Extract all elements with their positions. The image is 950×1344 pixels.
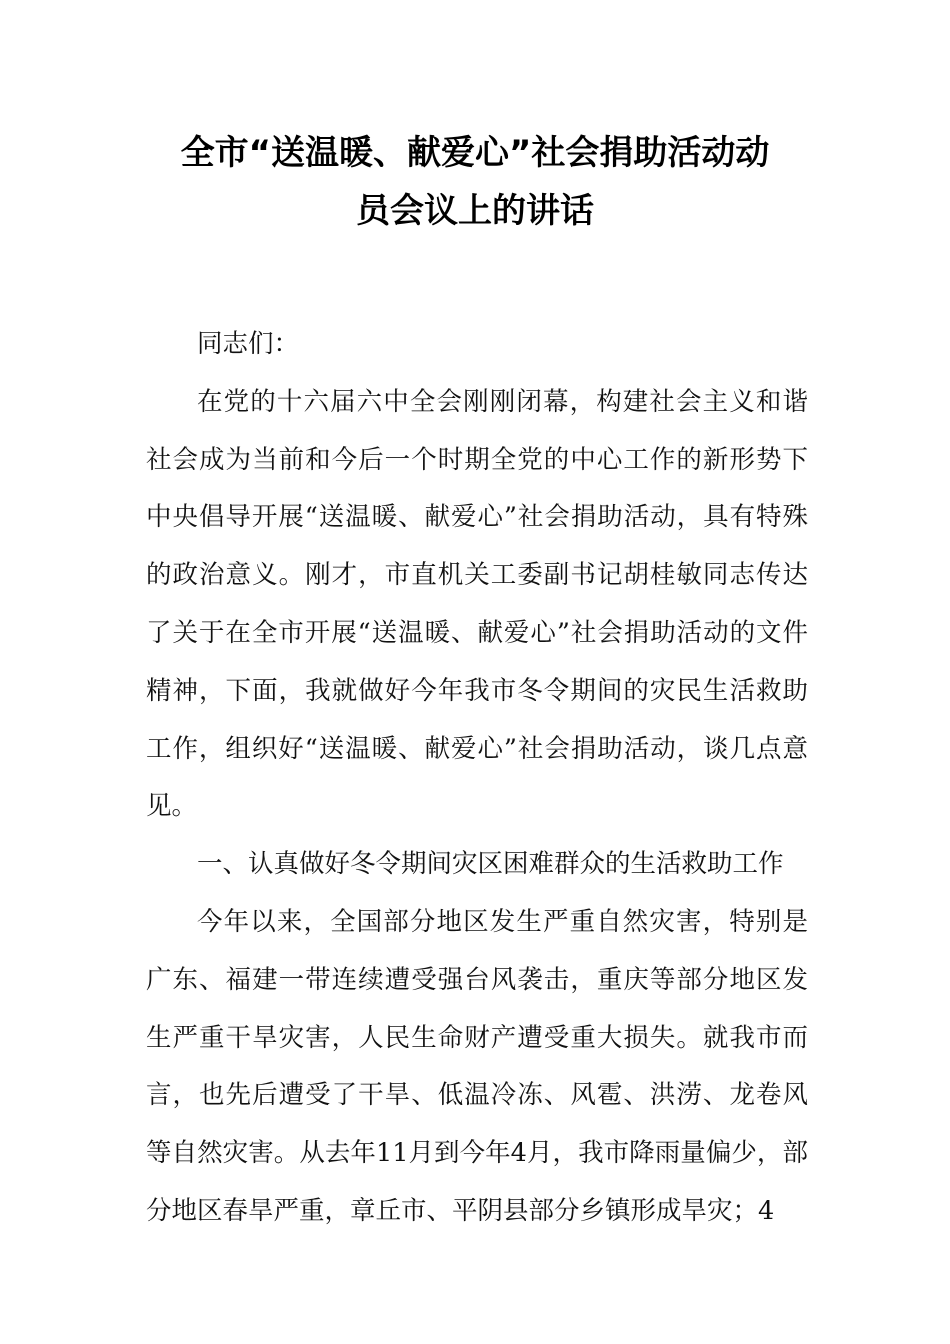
document-title-line-2: 员会议上的讲话 [356, 191, 594, 231]
paragraph-disasters: 今年以来，全国部分地区发生严重自然灾害，特别是广东、福建一带连续遭受强台风袭击，重庆等部分地区发生严重干旱灾害，人民生命财产遭受重大损失。就我市而言，也先后遭受了干旱、低温冷冻、风雹、洪涝、龙卷风等自然灾害。从去年11月到今年4月，我市降雨量偏少，部分地区春旱严重，章丘市、平阴县部分乡镇形成旱灾；4 [146, 906, 808, 1226]
document-body [146, 316, 808, 1241]
paragraph-intro: 在党的十六届六中全会刚刚闭幕，构建社会主义和谐社会成为当前和今后一个时期全党的中心工作的新形势下中央倡导开展“送温暖、献爱心”社会捐助活动，具有特殊的政治意义。刚才，市直机关工委副书记胡桂敏同志传达了关于在全市开展“送温暖、献爱心”社会捐助活动的文件精神，下面，我就做好今年我市冬令期间的灾民生活救助工作，组织好“送温暖、献爱心”社会捐助活动，谈几点意见。 [146, 386, 808, 822]
salutation: 同志们： [197, 329, 300, 359]
document-title-line-1: 全市“送温暖、献爱心”社会捐助活动动 [180, 133, 770, 173]
section-heading-1: 一、认真做好冬令期间灾区困难群众的生活救助工作 [197, 849, 784, 880]
